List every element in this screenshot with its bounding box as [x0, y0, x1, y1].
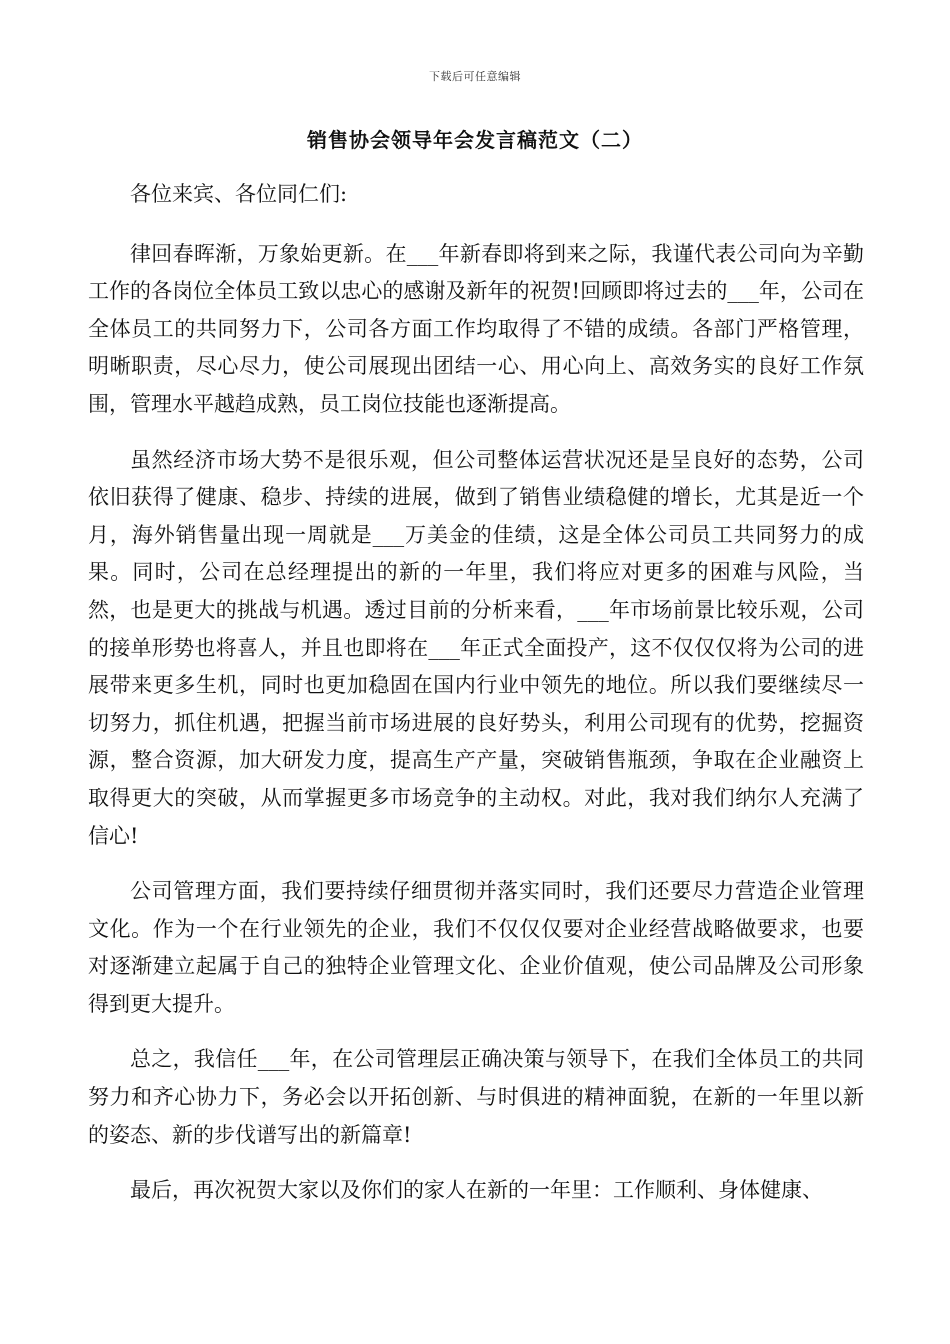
- document-body: [88, 176, 864, 1228]
- paragraph-summary: 总之，我信任___年，在公司管理层正确决策与领导下，在我们全体员工的共同努力和齐心协力下，务必会以开拓创新、与时俱进的精神面貌，在新的一年里以新的姿态、新的步伐谱写出的新篇章!: [88, 1047, 864, 1147]
- header-note: 下载后可任意编辑: [429, 70, 521, 83]
- paragraph-market: 虽然经济市场大势不是很乐观，但公司整体运营状况还是呈良好的态势，公司依旧获得了健康、稳步、持续的进展，做到了销售业绩稳健的增长，尤其是近一个月，海外销售量出现一周就是___万美金的佳绩，这是全体公司员工共同努力的成果。同时，公司在总经理提出的新的一年里，我们将应对更多的困难与风险，当然，也是更大的挑战与机遇。透过目前的分析来看，___年市场前景比较乐观，公司的接单形势也将喜人，并且也即将在___年正式全面投产，这不仅仅仅将为公司的进展带来更多生机，同时也更加稳固在国内行业中领先的地位。所以我们要继续尽一切努力，抓住机遇，把握当前市场进展的良好势头，利用公司现有的优势，挖掘资源，整合资源，加大研发力度，提高生产产量，突破销售瓶颈，争取在企业融资上取得更大的突破，从而掌握更多市场竞争的主动权。对此，我对我们纳尔人充满了信心!: [88, 447, 864, 848]
- paragraph-management: 公司管理方面，我们要持续仔细贯彻并落实同时，我们还要尽力营造企业管理文化。作为一个在行业领先的企业，我们不仅仅仅要对企业经营战略做要求，也要对逐渐建立起属于自己的独特企业管理文化、企业价值观，使公司品牌及公司形象得到更大提升。: [88, 879, 864, 1016]
- salutation: 各位来宾、各位同仁们:: [130, 182, 348, 206]
- document-title: 销售协会领导年会发言稿范文（二）: [307, 128, 643, 152]
- paragraph-opening: 律回春晖渐，万象始更新。在___年新春即将到来之际，我谨代表公司向为辛勤工作的各岗位全体员工致以忠心的感谢及新年的祝贺!回顾即将过去的___年，公司在全体员工的共同努力下，公司各方面工作均取得了不错的成绩。各部门严格管理，明晰职责，尽心尽力，使公司展现出团结一心、用心向上、高效务实的良好工作氛围，管理水平越趋成熟，员工岗位技能也逐渐提高。: [88, 241, 864, 416]
- paragraph-closing: 最后，再次祝贺大家以及你们的家人在新的一年里：工作顺利、身体健康、: [130, 1178, 823, 1203]
